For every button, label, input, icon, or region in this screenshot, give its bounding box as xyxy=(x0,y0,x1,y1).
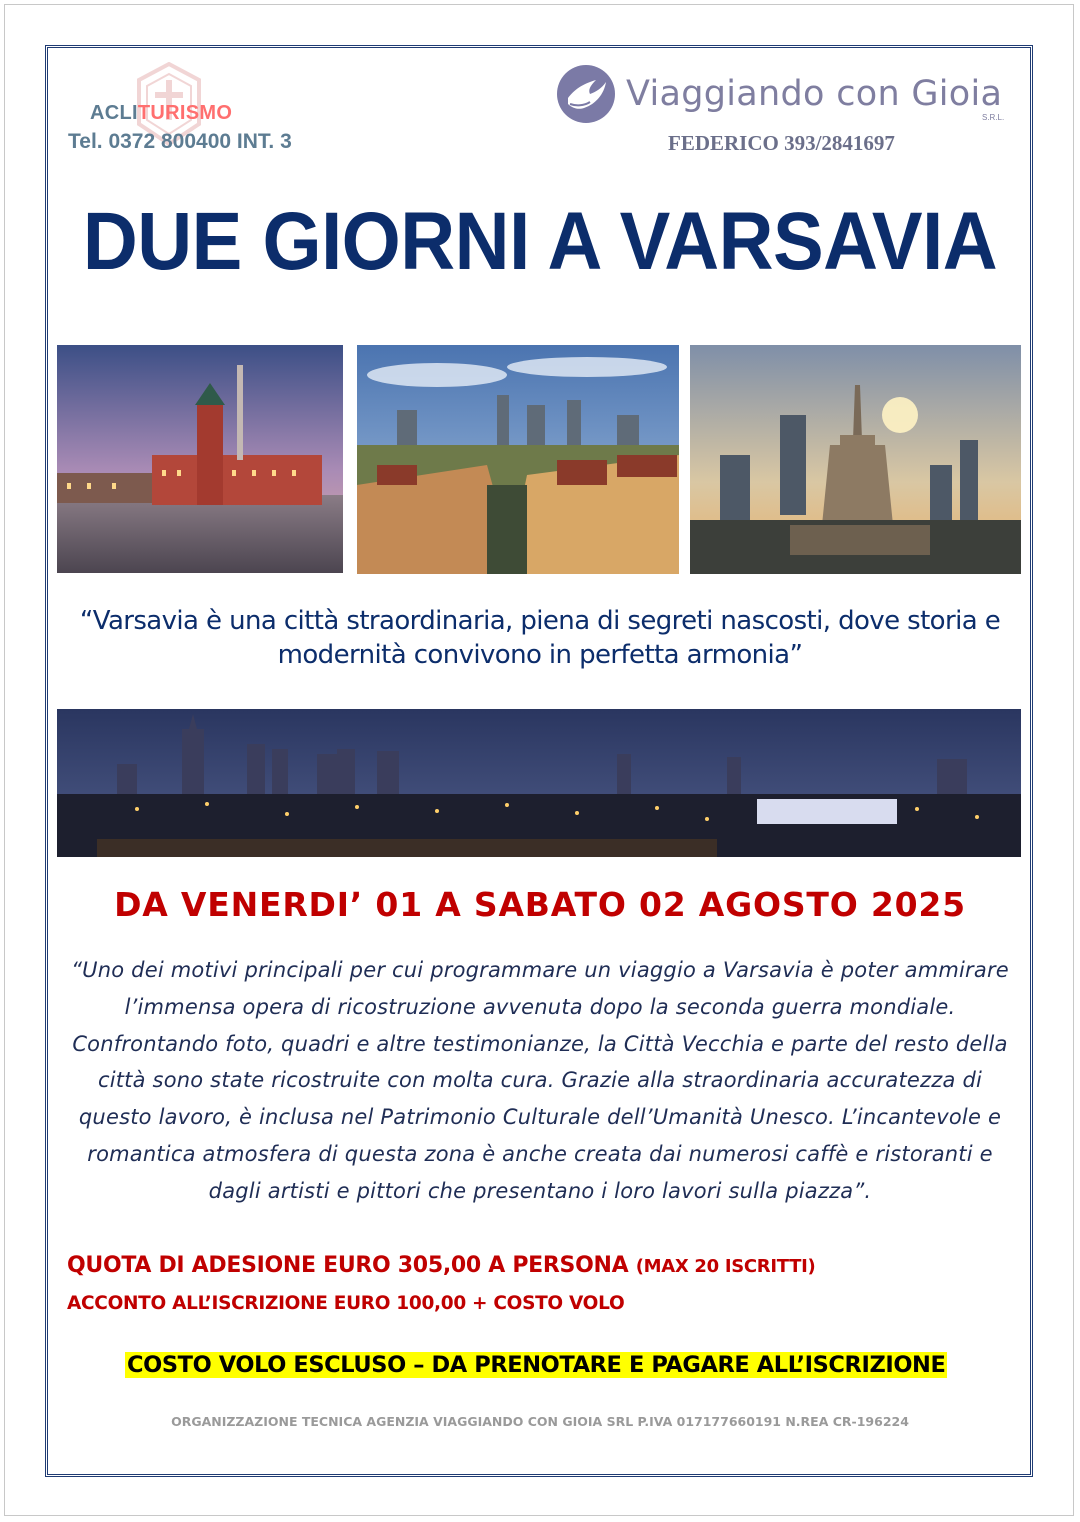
acli-brand-part2: TURISMO xyxy=(137,102,233,124)
agency-name: Viaggiando con Gioia xyxy=(626,74,1003,114)
photo-old-town-street xyxy=(357,345,679,574)
flight-warning: COSTO VOLO ESCLUSO – DA PRENOTARE E PAGARE ALL’ISCRIZIONE xyxy=(127,1352,946,1378)
acli-phone: Tel. 0372 800400 INT. 3 xyxy=(68,130,292,153)
travel-dates: DA VENERDI’ 01 A SABATO 02 AGOSTO 2025 xyxy=(114,885,966,924)
acli-brand xyxy=(90,102,232,125)
max-participants: (MAX 20 ISCRITTI) xyxy=(635,1256,816,1277)
price-text: QUOTA DI ADESIONE EURO 305,00 A PERSONA xyxy=(67,1253,629,1278)
deposit-line: ACCONTO ALL’ISCRIZIONE EURO 100,00 + COSTO VOLO xyxy=(67,1293,625,1314)
dove-logo-icon xyxy=(556,64,616,124)
contact-phone: FEDERICO 393/2841697 xyxy=(668,131,895,155)
agency-suffix: S.R.L. xyxy=(982,113,1005,122)
quote-text: “Varsavia è una città straordinaria, piena di segreti nascosti, dove storia e modernità convivono in perfetta armonia” xyxy=(79,606,1001,670)
photo-palace-of-culture xyxy=(690,345,1021,574)
photo-castle-square xyxy=(57,345,343,573)
footer-legal: ORGANIZZAZIONE TECNICA AGENZIA VIAGGIANDO CON GIOIA SRL P.IVA 017177660191 N.REA CR-196224 xyxy=(171,1414,909,1429)
acli-brand-part1: ACLI xyxy=(90,102,138,124)
photo-night-panorama xyxy=(57,709,1021,857)
price-line xyxy=(67,1253,815,1278)
description-text: “Uno dei motivi principali per cui programmare un viaggio a Varsavia è poter ammirare l’immensa opera di ricostruzione avvenuta dopo la seconda guerra mondiale. Confrontando foto, quadri e altre testimonianze, la Città Vecchia e parte del resto della città sono state ricostruite con molta cura. Grazie alla straordinaria accuratezza di questo lavoro, è inclusa nel Patrimonio Culturale dell’Umanità Unesco. L’incantevole e romantica atmosfera di questa zona è anche creata dai numerosi caffè e ristoranti e dagli artisti e pittori che presentano i loro lavori sulla piazza”. xyxy=(71,958,1009,1203)
page-title: DUE GIORNI A VARSAVIA xyxy=(82,195,998,288)
